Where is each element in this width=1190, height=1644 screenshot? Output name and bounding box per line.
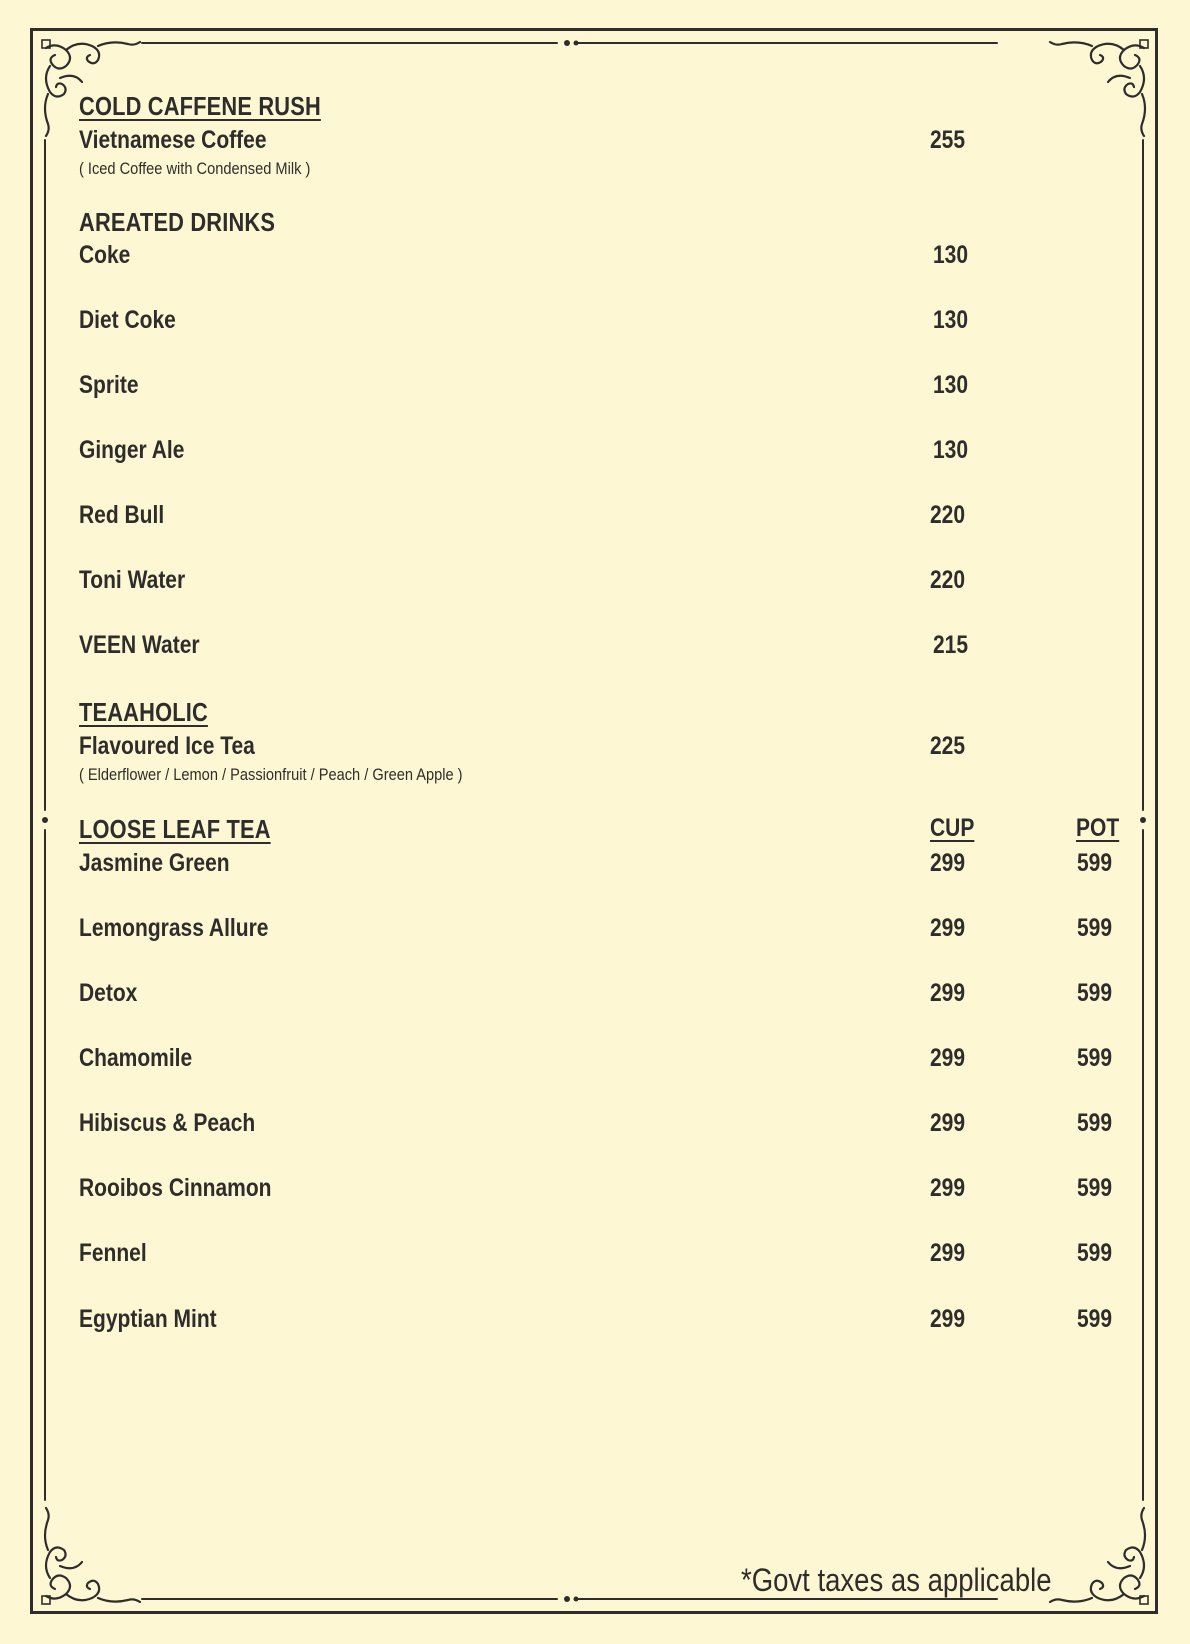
item-price: 215 xyxy=(933,631,969,659)
item-price-pot: 599 xyxy=(1077,914,1113,942)
item-price-cup: 299 xyxy=(930,1044,966,1072)
item-name: Sprite xyxy=(79,371,139,399)
item-name: Red Bull xyxy=(79,501,165,529)
item-price-cup: 299 xyxy=(930,1109,966,1137)
column-header-pot: POT xyxy=(1076,814,1120,842)
item-price-cup: 299 xyxy=(930,914,966,942)
item-name: VEEN Water xyxy=(79,631,200,659)
item-name: Chamomile xyxy=(79,1044,193,1072)
item-price: 130 xyxy=(933,306,969,334)
item-description: ( Elderflower / Lemon / Passionfruit / Peach / Green Apple ) xyxy=(79,765,463,784)
item-price-pot: 599 xyxy=(1077,849,1113,877)
item-name: Fennel xyxy=(79,1239,147,1267)
item-name: Coke xyxy=(79,241,131,269)
section-title-teaaholic: TEAAHOLIC xyxy=(79,697,208,727)
item-name: Diet Coke xyxy=(79,306,176,334)
item-price: 255 xyxy=(930,126,966,154)
item-price-cup: 299 xyxy=(930,1305,966,1333)
item-price: 225 xyxy=(930,732,966,760)
item-price: 220 xyxy=(930,501,966,529)
item-name: Hibiscus & Peach xyxy=(79,1109,256,1137)
item-name: Egyptian Mint xyxy=(79,1305,217,1333)
item-price-cup: 299 xyxy=(930,1174,966,1202)
item-name: Ginger Ale xyxy=(79,436,185,464)
item-name: Vietnamese Coffee xyxy=(79,126,267,154)
item-description: ( Iced Coffee with Condensed Milk ) xyxy=(79,159,311,178)
item-price-pot: 599 xyxy=(1077,1109,1113,1137)
item-price-cup: 299 xyxy=(930,1239,966,1267)
item-price-pot: 599 xyxy=(1077,1174,1113,1202)
item-name: Flavoured Ice Tea xyxy=(79,732,255,760)
tax-note: *Govt taxes as applicable xyxy=(741,1562,1052,1598)
section-title-loose-leaf-tea: LOOSE LEAF TEA xyxy=(79,814,271,844)
item-name: Jasmine Green xyxy=(79,849,230,877)
section-title-areated-drinks: AREATED DRINKS xyxy=(79,207,276,237)
item-name: Rooibos Cinnamon xyxy=(79,1174,272,1202)
item-price-pot: 599 xyxy=(1077,1239,1113,1267)
item-price-pot: 599 xyxy=(1077,979,1113,1007)
item-name: Lemongrass Allure xyxy=(79,914,269,942)
item-price-pot: 599 xyxy=(1077,1305,1113,1333)
item-price: 130 xyxy=(933,436,969,464)
item-price-cup: 299 xyxy=(930,849,966,877)
item-price: 130 xyxy=(933,371,969,399)
item-price-cup: 299 xyxy=(930,979,966,1007)
item-price-pot: 599 xyxy=(1077,1044,1113,1072)
column-header-cup: CUP xyxy=(930,814,975,842)
item-price: 220 xyxy=(930,566,966,594)
section-title-cold-caffene-rush: COLD CAFFENE RUSH xyxy=(79,91,321,121)
item-name: Detox xyxy=(79,979,138,1007)
item-name: Toni Water xyxy=(79,566,186,594)
item-price: 130 xyxy=(933,241,969,269)
